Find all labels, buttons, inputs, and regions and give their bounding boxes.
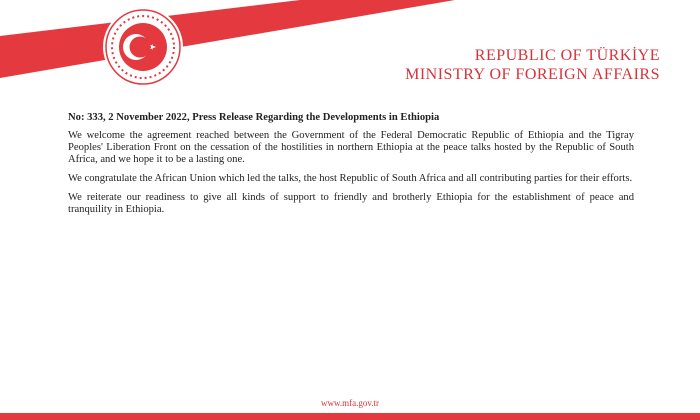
- paragraph-2: We congratulate the African Union which led the talks, the host Republic of South Africa and all contributing parties for their efforts.: [68, 173, 633, 184]
- footer-website-link[interactable]: www.mfa.gov.tr: [320, 398, 380, 408]
- ministry-heading: [405, 46, 660, 84]
- footer-bar: [0, 413, 700, 420]
- ministry-line-country: REPUBLIC OF TÜRKİYE: [474, 47, 660, 64]
- diagonal-band: [0, 0, 455, 78]
- press-release-body: [68, 112, 634, 223]
- crescent-star-emblem-icon: [103, 7, 183, 87]
- press-release-title: No: 333, 2 November 2022, Press Release Regarding the Developments in Ethiopia: [68, 112, 440, 123]
- paragraph-1: We welcome the agreement reached between the Government of the Federal Democratic Republic of Ethiopia and the Tigray Peoples' Liberation Front on the cessation of the hostilities in northern Ethiopia at the peace talks hosted by the Republic of South Africa, and we hope it to be a lasting one.: [68, 130, 634, 165]
- paragraph-3: We reiterate our readiness to give all kinds of support to friendly and brotherly Ethiopia for the establishment of peace and tranquility in Ethiopia.: [68, 192, 634, 215]
- ministry-line-ministry: MINISTRY OF FOREIGN AFFAIRS: [405, 66, 660, 83]
